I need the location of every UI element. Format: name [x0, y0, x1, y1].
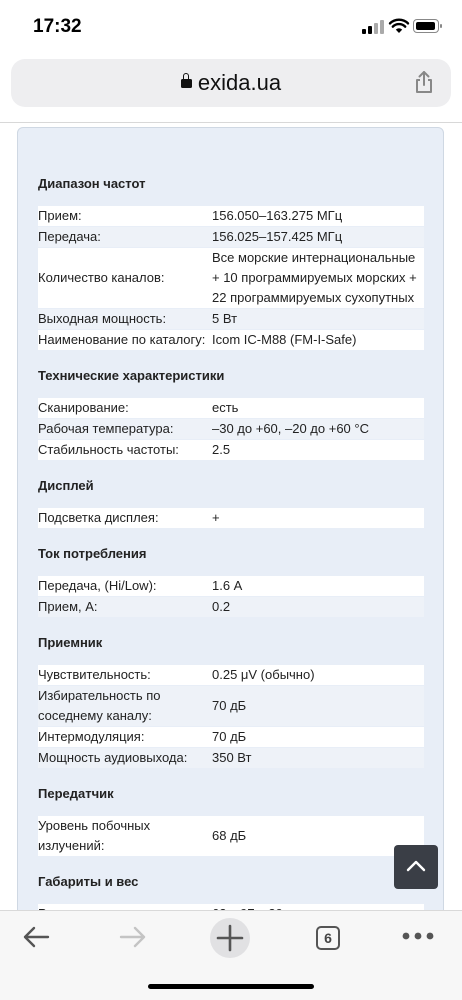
- spec-value: [212, 727, 424, 747]
- spec-value: [212, 686, 424, 726]
- spec-row: [38, 748, 424, 768]
- specifications-panel: [17, 127, 444, 927]
- header-divider: [0, 122, 462, 123]
- spec-row: [38, 597, 424, 617]
- battery-icon: [413, 19, 439, 33]
- url-text: exida.ua: [197, 70, 282, 95]
- home-indicator: [148, 984, 314, 989]
- spec-label-line: Прием, А:: [38, 599, 98, 614]
- spec-value-line: –30 до +60, –20 до +60 °С: [212, 421, 369, 436]
- spec-value-line: 0.2: [212, 599, 231, 614]
- section-title: Ток потребления: [38, 546, 147, 561]
- spec-value: [212, 576, 424, 596]
- spec-row: [38, 248, 424, 308]
- spec-row: [38, 727, 424, 747]
- spec-label-line: Количество каналов:: [38, 270, 165, 285]
- section-title: Дисплей: [38, 478, 94, 493]
- spec-label-line: Интермодуляция:: [38, 729, 145, 744]
- spec-row: [38, 576, 424, 596]
- section-spacer: [38, 769, 424, 782]
- spec-value-line: 5 Вт: [212, 311, 238, 326]
- status-bar: [0, 0, 462, 54]
- spec-label-line: Передача:: [38, 229, 101, 244]
- lock-icon: [181, 79, 192, 88]
- spec-label-line: Уровень побочных: [38, 818, 151, 833]
- new-tab-plus-icon[interactable]: [209, 917, 251, 959]
- section-spacer: [38, 529, 424, 542]
- spec-row: [38, 309, 424, 329]
- spec-label: [38, 398, 212, 418]
- spec-label: [38, 440, 212, 460]
- spec-label-line: Мощность аудиовыхода:: [38, 750, 188, 765]
- spec-label: [38, 227, 212, 247]
- spec-value: [212, 419, 424, 439]
- spec-row: [38, 816, 424, 856]
- spec-value-line: есть: [212, 400, 239, 415]
- spec-value: [212, 330, 424, 350]
- spec-label-line: Рабочая температура:: [38, 421, 174, 436]
- spec-label: [38, 248, 212, 308]
- spec-label-line: Прием:: [38, 208, 82, 223]
- spec-value-line: Icom IC-M88 (FM-I-Safe): [212, 332, 357, 347]
- spec-value: [212, 440, 424, 460]
- spec-label: [38, 309, 212, 329]
- spec-value-line: 68 дБ: [212, 828, 247, 843]
- spec-label-line: Передача, (Hi/Low):: [38, 578, 157, 593]
- spec-value-line: 70 дБ: [212, 698, 247, 713]
- spec-value-line: 350 Вт: [212, 750, 252, 765]
- spec-value-line: Все морские интернациональные: [212, 250, 416, 265]
- spec-row: [38, 665, 424, 685]
- spec-row: [38, 419, 424, 439]
- share-icon[interactable]: [413, 70, 435, 94]
- spec-label: [38, 419, 212, 439]
- spec-row: [38, 330, 424, 350]
- cellular-signal-icon: [362, 20, 384, 34]
- spec-value-line: 70 дБ: [212, 729, 247, 744]
- spec-value-line: 156.025–157.425 МГц: [212, 229, 343, 244]
- spec-value: [212, 206, 424, 226]
- section-title: Приемник: [38, 635, 103, 650]
- back-arrow-icon[interactable]: [20, 921, 52, 953]
- spec-value-line: 2.5: [212, 442, 231, 457]
- spec-row: [38, 686, 424, 726]
- spec-value: [212, 816, 424, 856]
- spec-row: [38, 227, 424, 247]
- spec-label: [38, 597, 212, 617]
- section-title: Передатчик: [38, 786, 114, 801]
- spec-value: [212, 508, 424, 528]
- spec-label: [38, 686, 212, 726]
- spec-label: [38, 206, 212, 226]
- spec-label: [38, 330, 212, 350]
- section-title: Технические характеристики: [38, 368, 225, 383]
- spec-value: [212, 665, 424, 685]
- spec-row: [38, 206, 424, 226]
- spec-value: [212, 748, 424, 768]
- spec-value: [212, 309, 424, 329]
- spec-label-line: Сканирование:: [38, 400, 129, 415]
- spec-label-line: Выходная мощность:: [38, 311, 167, 326]
- spec-label: [38, 816, 212, 856]
- spec-label-line: Чувствительность:: [38, 667, 151, 682]
- status-time: 17:32: [33, 16, 82, 37]
- forward-arrow-icon[interactable]: [117, 921, 149, 953]
- spec-label-line: излучений:: [38, 838, 105, 853]
- spec-list: [38, 172, 424, 959]
- spec-label: [38, 665, 212, 685]
- spec-label-line: Стабильность частоты:: [38, 442, 179, 457]
- spec-label: [38, 748, 212, 768]
- spec-label-line: Наименование по каталогу:: [38, 332, 206, 347]
- spec-value: [212, 597, 424, 617]
- spec-label: [38, 576, 212, 596]
- spec-value-line: +: [212, 510, 220, 525]
- address-bar[interactable]: [11, 59, 451, 107]
- scroll-to-top-button[interactable]: [394, 845, 438, 889]
- spec-value-line: 156.050–163.275 МГц: [212, 208, 343, 223]
- spec-row: [38, 508, 424, 528]
- section-title: Габариты и вес: [38, 874, 139, 889]
- spec-value: [212, 248, 424, 308]
- wifi-icon: [389, 18, 409, 34]
- section-spacer: [38, 351, 424, 364]
- spec-label-line: соседнему каналу:: [38, 708, 152, 723]
- spec-label-line: Избирательность по: [38, 688, 161, 703]
- spec-label-line: Подсветка дисплея:: [38, 510, 159, 525]
- spec-row: [38, 440, 424, 460]
- spec-value-line: 1.6 А: [212, 578, 243, 593]
- spec-row: [38, 398, 424, 418]
- section-title: Диапазон частот: [38, 176, 146, 191]
- section-spacer: [38, 857, 424, 870]
- more-options-icon[interactable]: [401, 931, 435, 941]
- section-spacer: [38, 618, 424, 631]
- chevron-up-icon: [406, 859, 426, 873]
- tabs-button[interactable]: 6: [316, 926, 340, 950]
- section-spacer: [38, 461, 424, 474]
- spec-label: [38, 508, 212, 528]
- url-display[interactable]: [11, 70, 451, 96]
- spec-value-line: 22 программируемых сухопутных: [212, 290, 415, 305]
- spec-value: [212, 398, 424, 418]
- spec-label: [38, 727, 212, 747]
- spec-value-line: + 10 программируемых морских +: [212, 270, 417, 285]
- spec-value-line: 0.25 μV (обычно): [212, 667, 315, 682]
- spec-value: [212, 227, 424, 247]
